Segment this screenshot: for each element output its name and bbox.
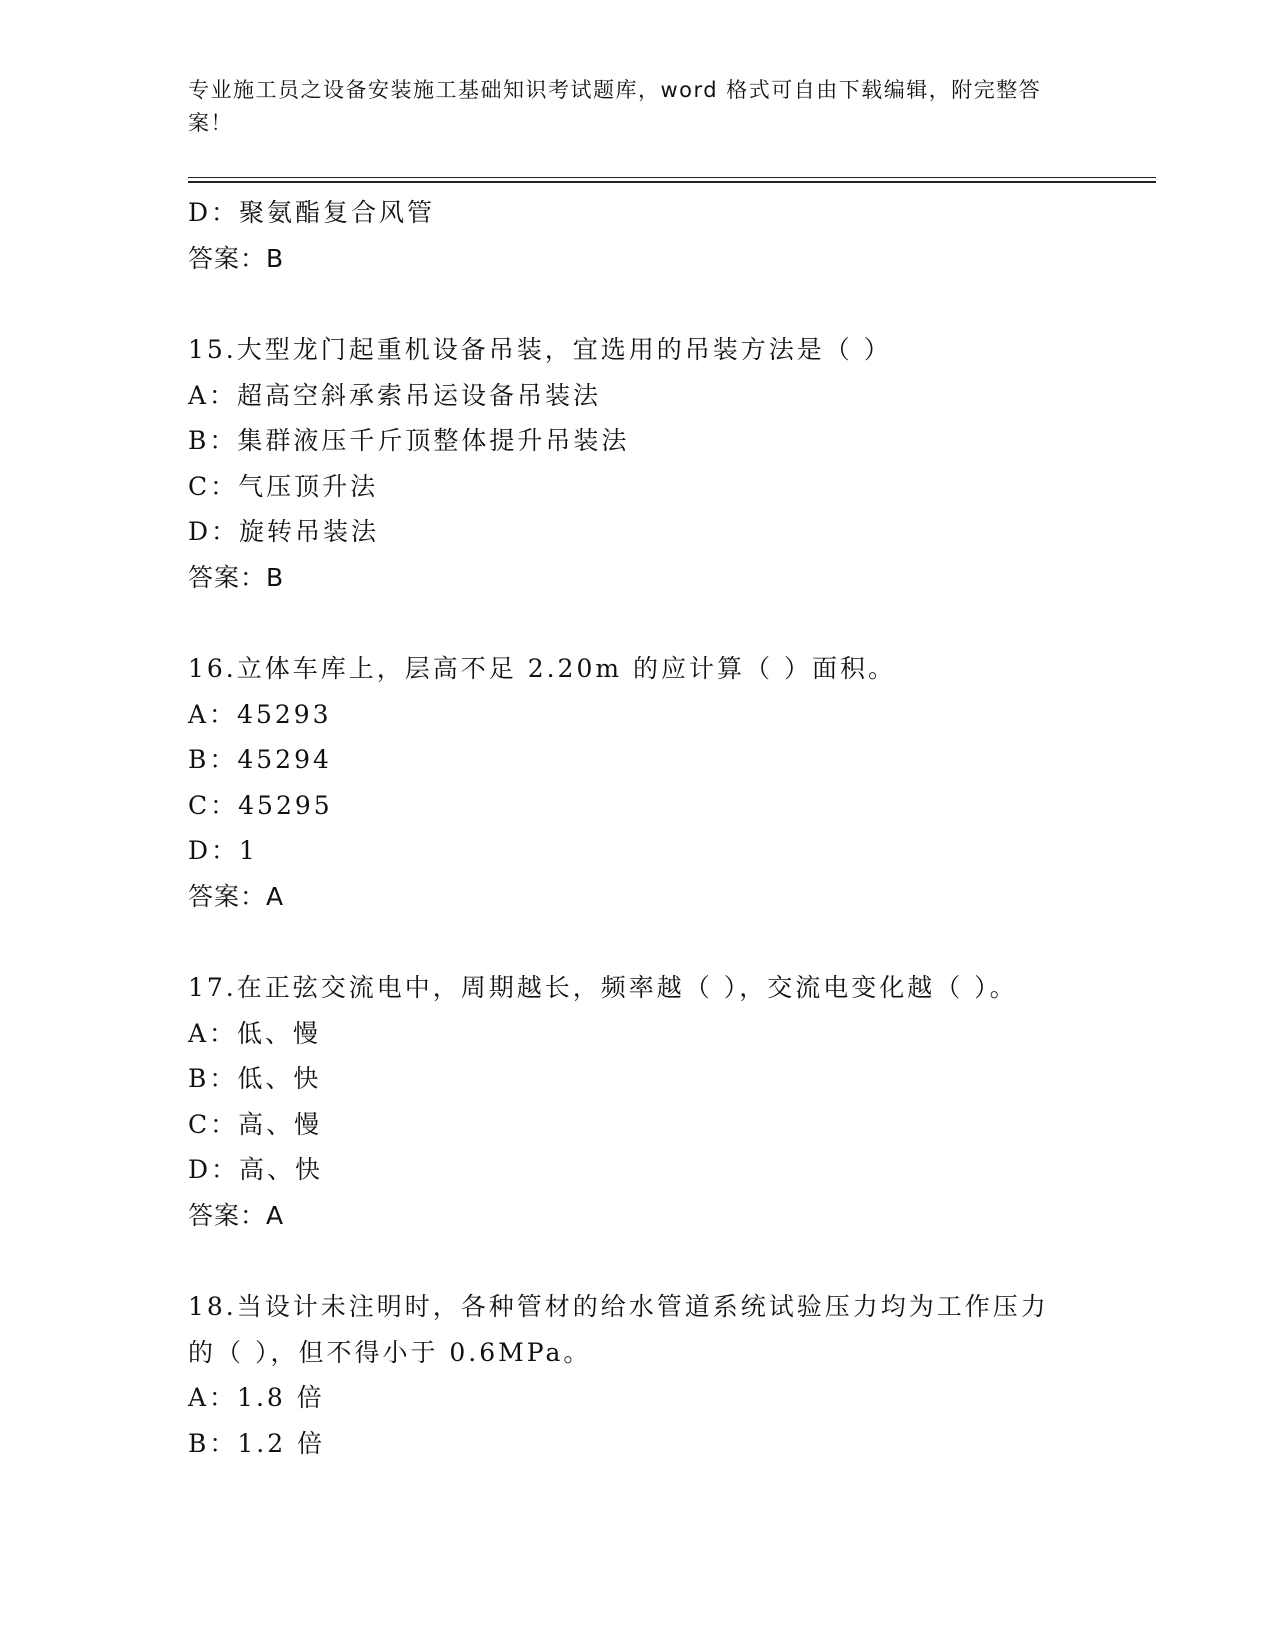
option-a: A：45293 [188, 699, 332, 729]
option-b: B：低、快 [188, 1064, 322, 1093]
option-d: D：旋转吊装法 [188, 517, 380, 546]
document-header: 专业施工员之设备安装施工基础知识考试题库，word 格式可自由下载编辑，附完整答案！ [188, 78, 1042, 135]
option-b: B：1.2 倍 [188, 1428, 326, 1458]
answer: 答案：B [188, 562, 285, 592]
question-stem: 16.立体车库上，层高不足 2.20m 的应计算（ ）面积。 [188, 654, 896, 683]
spacer [188, 919, 1088, 965]
option-c: C：高、慢 [188, 1109, 323, 1139]
spacer [188, 1238, 1088, 1284]
question-stem: 17.在正弦交流电中，周期越长，频率越（ ），交流电变化越（ ）。 [188, 973, 1018, 1002]
option-a: A：低、慢 [188, 1018, 322, 1048]
answer: 答案：B [188, 243, 285, 273]
option-a: A：超高空斜承索吊运设备吊装法 [188, 380, 602, 410]
question-17 [188, 965, 1088, 1238]
question-stem: 18.当设计未注明时，各种管材的给水管道系统试验压力均为工作压力的（ ），但不得小于 0.6MPa。 [188, 1292, 1049, 1367]
option-a: A：1.8 倍 [188, 1383, 325, 1412]
option-d: D：高、快 [188, 1155, 324, 1184]
option-b: B：集群液压千斤顶整体提升吊装法 [188, 426, 630, 455]
spacer [188, 281, 1088, 327]
option-b: B：45294 [188, 745, 332, 774]
carryover-block [188, 190, 1088, 281]
header-divider-thick [188, 181, 1156, 183]
question-list [188, 190, 1088, 1466]
answer: 答案：A [188, 1200, 285, 1230]
answer: 答案：A [188, 881, 285, 911]
option-d: D：聚氨酯复合风管 [188, 198, 436, 227]
question-16 [188, 646, 1088, 919]
option-c: C：气压顶升法 [188, 471, 379, 501]
option-d: D：1 [188, 836, 258, 865]
question-stem: 15.大型龙门起重机设备吊装，宜选用的吊装方法是（ ） [188, 335, 892, 364]
header-divider-thin [188, 177, 1156, 178]
spacer [188, 600, 1088, 646]
option-c: C：45295 [188, 790, 333, 820]
question-15 [188, 327, 1088, 600]
question-18 [188, 1284, 1088, 1466]
